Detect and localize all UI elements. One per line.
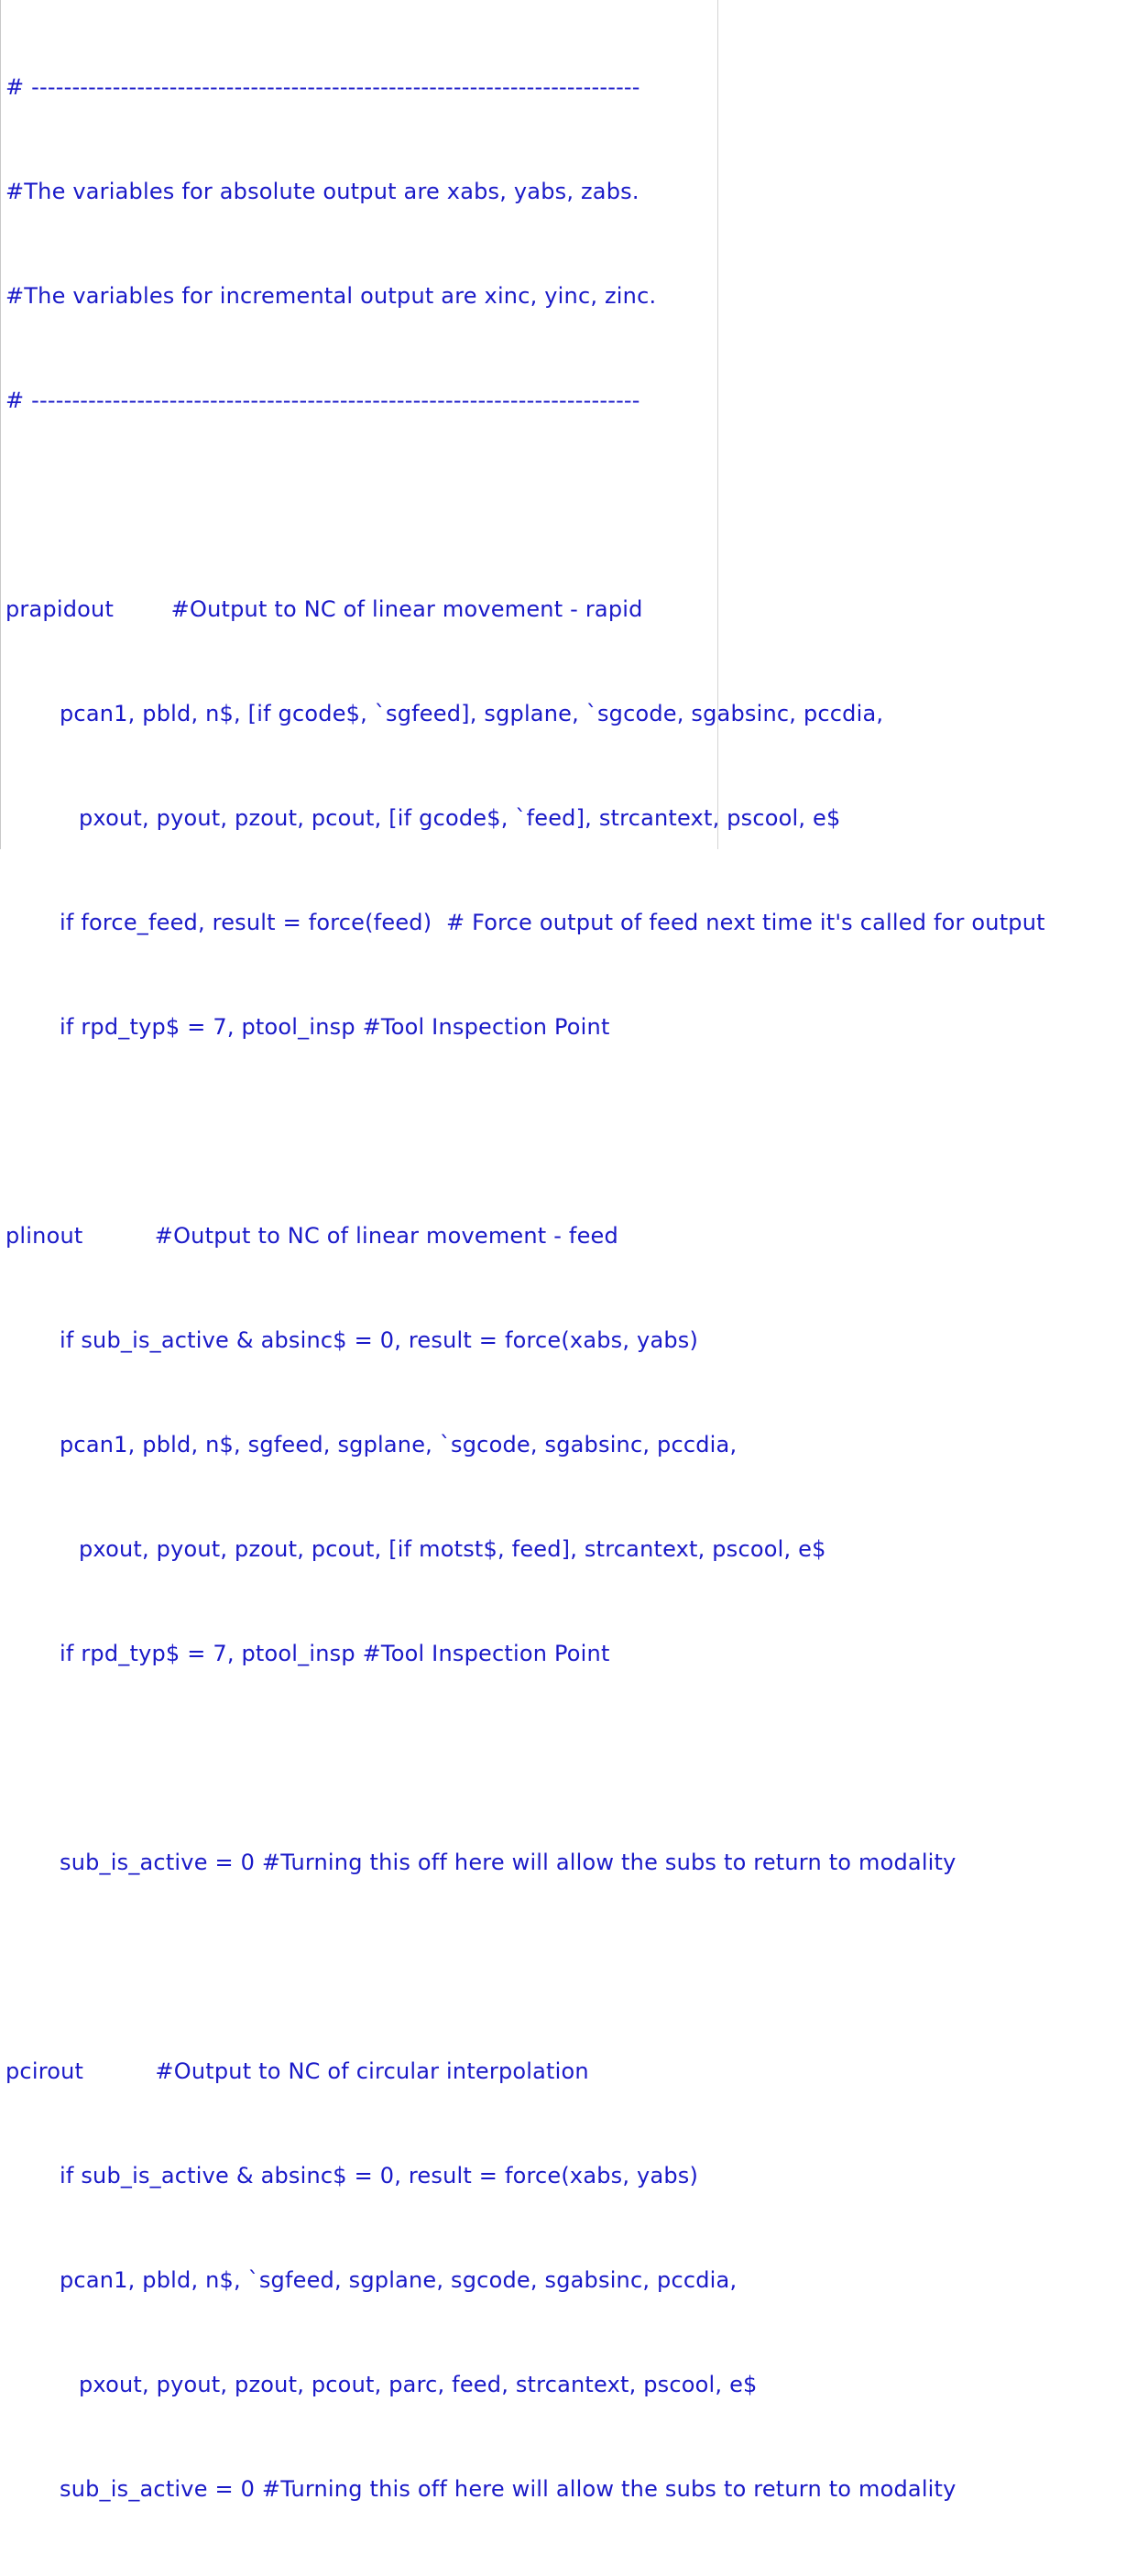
code-line-comment: #The variables for incremental output are xinc, yinc, zinc.	[5, 283, 657, 309]
code-line: sub_is_active = 0 #Turning this off here will allow the subs to return to modality	[60, 2476, 957, 2502]
code-text-area[interactable]	[5, 0, 1045, 2576]
code-line-prapidout-header: prapidout #Output to NC of linear movement - rapid	[5, 596, 643, 622]
code-line: sub_is_active = 0 #Turning this off here will allow the subs to return to modality	[60, 1850, 957, 1875]
code-line: if rpd_typ$ = 7, ptool_insp #Tool Inspection Point	[60, 1641, 610, 1666]
code-line-blank	[5, 487, 1045, 522]
code-line-separator: # ---------------------------------------------------------------------------	[5, 387, 640, 413]
code-line-comment: #The variables for absolute output are xabs, yabs, zabs.	[5, 179, 640, 204]
code-line-blank	[5, 1741, 1045, 1775]
code-line-blank	[5, 1114, 1045, 1149]
code-line: if rpd_typ$ = 7, ptool_insp #Tool Inspection Point	[60, 1014, 610, 1040]
code-line: pcan1, pbld, n$, sgfeed, sgplane, `sgcode, sgabsinc, pccdia,	[60, 1432, 738, 1457]
code-line: if sub_is_active & absinc$ = 0, result = force(xabs, yabs)	[60, 2163, 699, 2189]
code-line: pxout, pyout, pzout, pcout, [if gcode$, `feed], strcantext, pscool, e$	[79, 805, 841, 831]
code-line-plinout-header: plinout #Output to NC of linear movement - feed	[5, 1223, 618, 1249]
code-line: if force_feed, result = force(feed) # Force output of feed next time it's called for output	[60, 910, 1045, 935]
code-line-blank	[5, 1949, 1045, 1984]
code-line: if sub_is_active & absinc$ = 0, result = force(xabs, yabs)	[60, 1327, 699, 1353]
code-line: pxout, pyout, pzout, pcout, parc, feed, strcantext, pscool, e$	[79, 2372, 758, 2397]
code-line: pcan1, pbld, n$, [if gcode$, `sgfeed], sgplane, `sgcode, sgabsinc, pccdia,	[60, 701, 884, 726]
code-line-separator: # ---------------------------------------------------------------------------	[5, 74, 640, 100]
code-line: pcan1, pbld, n$, `sgfeed, sgplane, sgcode, sgabsinc, pccdia,	[60, 2267, 738, 2293]
code-line: pxout, pyout, pzout, pcout, [if motst$, feed], strcantext, pscool, e$	[79, 1536, 826, 1562]
code-line-pcirout-header: pcirout #Output to NC of circular interpolation	[5, 2058, 589, 2084]
